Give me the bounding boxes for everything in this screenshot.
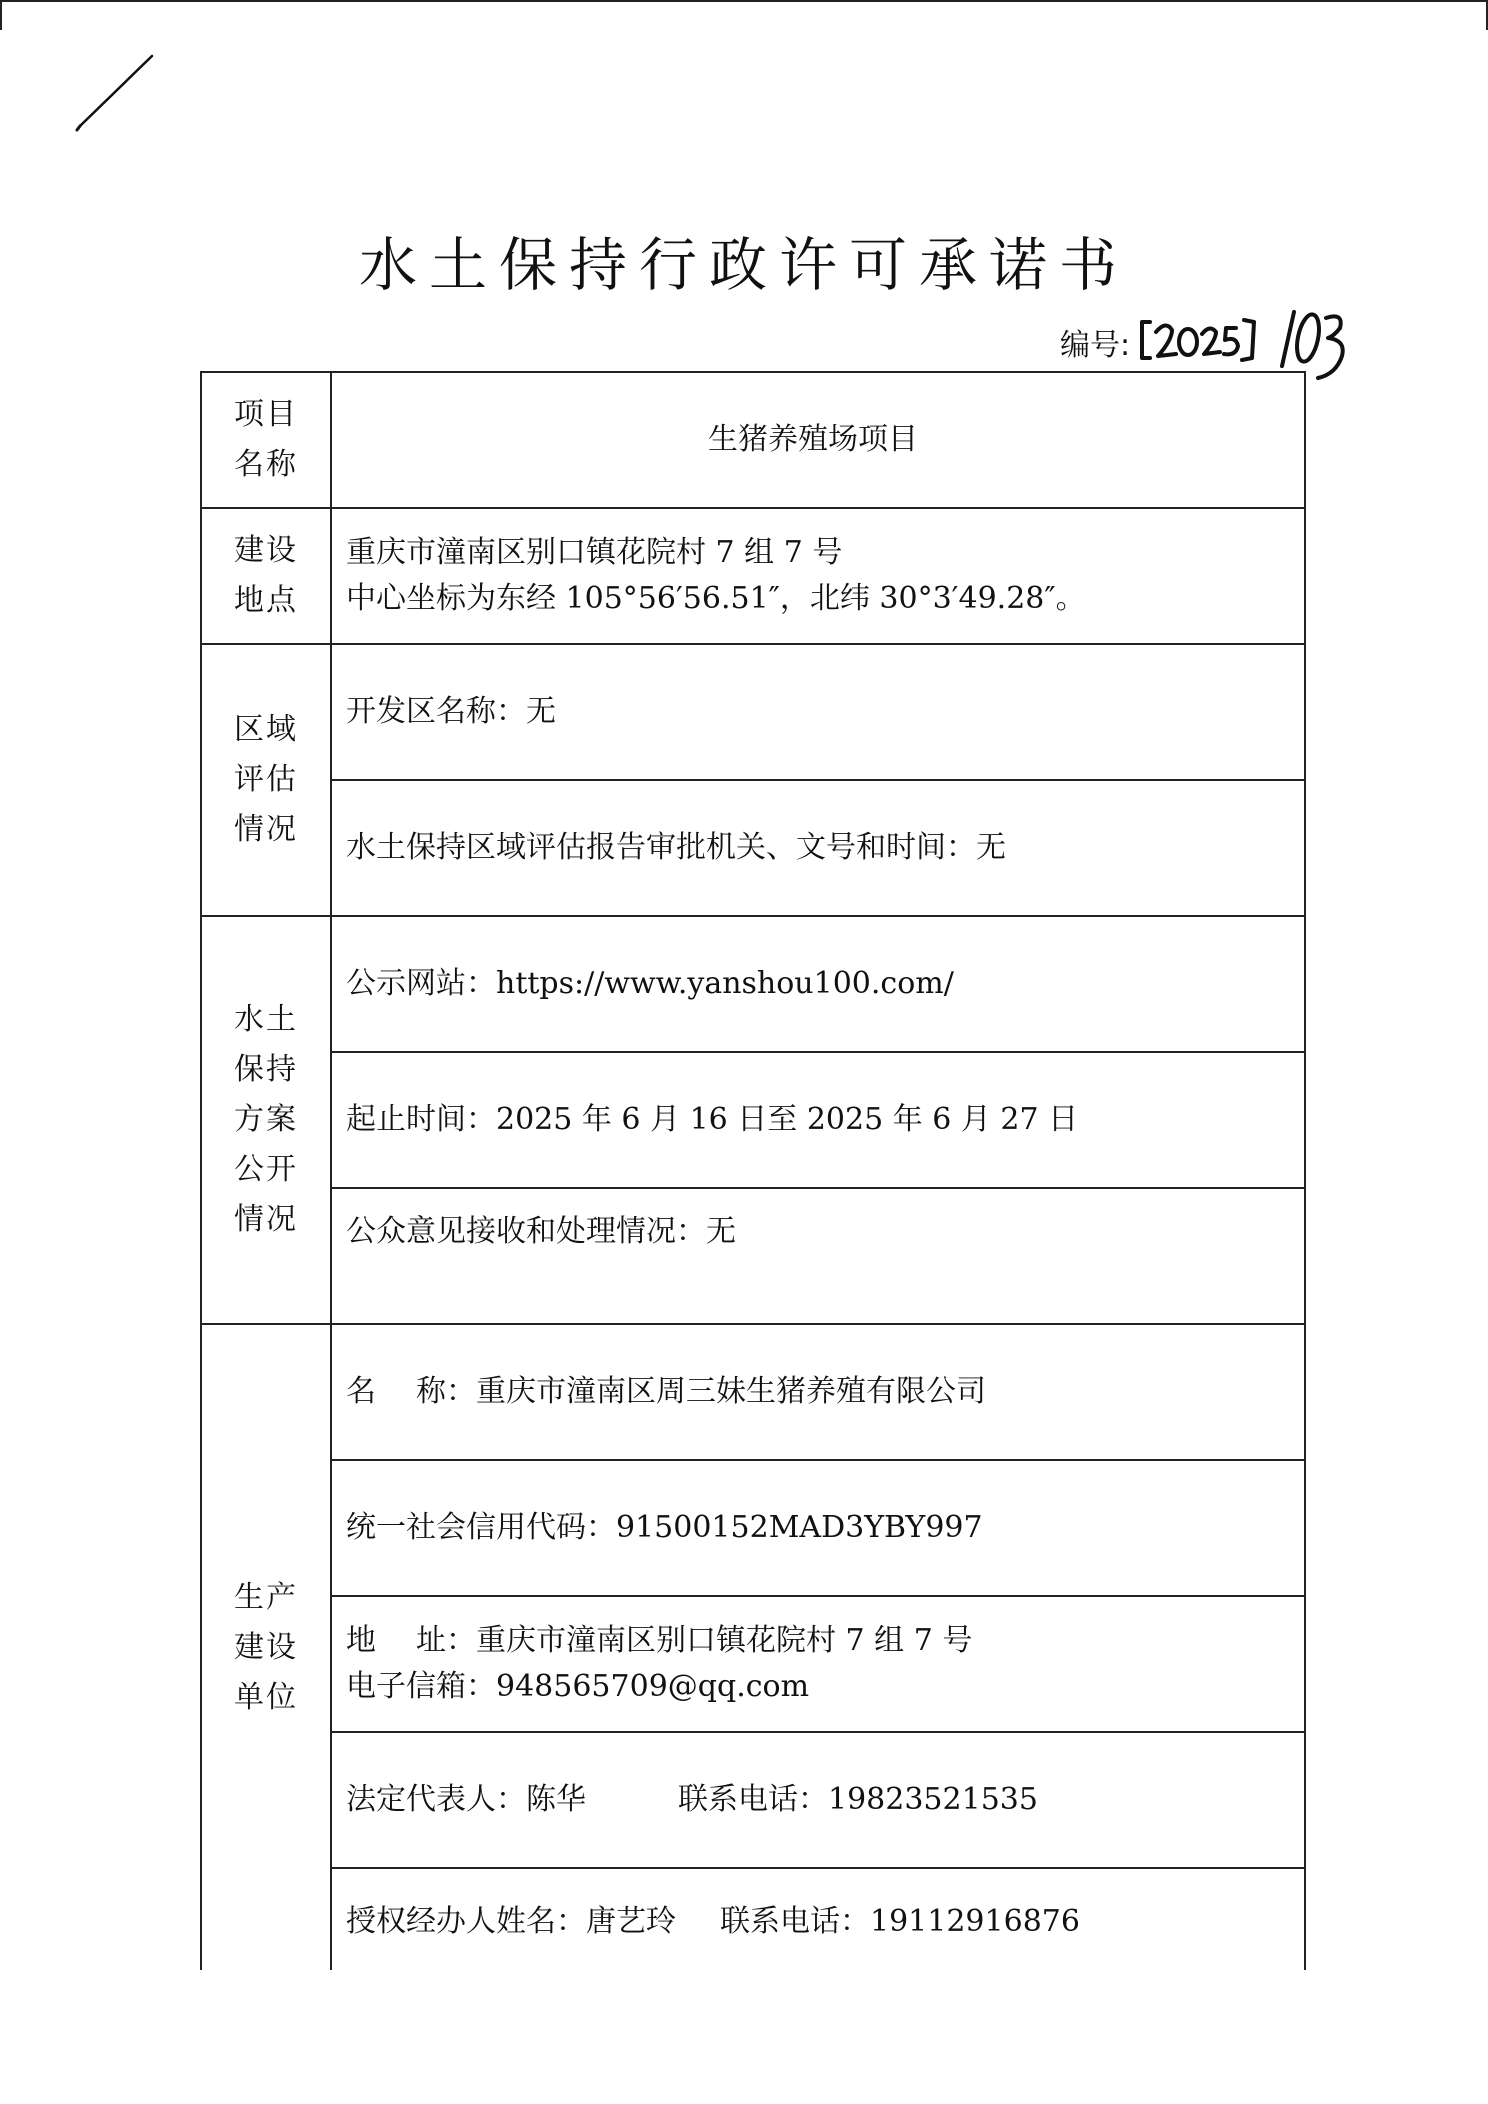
row-legal-representative	[201, 1732, 1305, 1868]
label-construction-unit: 生产建设单位	[201, 1324, 331, 1970]
row-regional-assessment-2	[201, 780, 1305, 916]
label-regional-assessment: 区域评估情况	[201, 644, 331, 916]
row-location	[201, 508, 1305, 644]
dev-zone-value: 开发区名称：无	[331, 644, 1305, 780]
handwritten-document-number	[1132, 300, 1422, 380]
document-number-label: 编号:	[1060, 328, 1131, 363]
document-number	[1060, 300, 1422, 380]
corner-pen-mark	[70, 50, 160, 140]
legal-rep-name: 法定代表人：陈华	[346, 1782, 586, 1817]
document-title: 水土保持行政许可承诺书	[358, 231, 1129, 299]
label-location: 建设地点	[201, 508, 331, 644]
unit-name-key: 名 称：	[346, 1374, 476, 1409]
location-value	[331, 508, 1305, 644]
row-credit-code	[201, 1460, 1305, 1596]
label-project-name: 项目名称	[201, 372, 331, 508]
row-unit-name	[201, 1324, 1305, 1460]
row-publicity-3	[201, 1188, 1305, 1324]
credit-code-value: 统一社会信用代码：91500152MAD3YBY997	[331, 1460, 1305, 1596]
commitment-form-table	[200, 371, 1306, 1970]
location-coordinates: 中心坐标为东经 105°56′56.51″，北纬 30°3′49.28″。	[346, 581, 1086, 616]
publicity-period-value: 起止时间：2025 年 6 月 16 日至 2025 年 6 月 27 日	[331, 1052, 1305, 1188]
row-project-name	[201, 372, 1305, 508]
row-authorized-agent	[201, 1868, 1305, 1970]
page-left-border	[0, 0, 2, 30]
publicity-website-value: 公示网站：https://www.yanshou100.com/	[331, 916, 1305, 1052]
unit-address: 地 址：重庆市潼南区别口镇花院村 7 组 7 号	[346, 1623, 973, 1658]
row-publicity-2	[201, 1052, 1305, 1188]
row-publicity-1	[201, 916, 1305, 1052]
agent-phone: 联系电话：19112916876	[720, 1904, 1080, 1939]
row-address-email	[201, 1596, 1305, 1732]
row-regional-assessment-1	[201, 644, 1305, 780]
legal-rep-phone: 联系电话：19823521535	[678, 1782, 1038, 1817]
label-publicity: 水土保持方案公开情况	[201, 916, 331, 1324]
location-address: 重庆市潼南区别口镇花院村 7 组 7 号	[346, 535, 843, 570]
authorized-agent-value	[331, 1868, 1305, 1970]
assessment-approval-value: 水土保持区域评估报告审批机关、文号和时间：无	[331, 780, 1305, 916]
address-email-value	[331, 1596, 1305, 1732]
public-feedback-value: 公众意见接收和处理情况：无	[331, 1188, 1305, 1324]
legal-representative-value	[331, 1732, 1305, 1868]
project-name-value: 生猪养殖场项目	[331, 372, 1305, 508]
page-top-border	[0, 0, 1488, 2]
agent-name: 授权经办人姓名：唐艺玲	[346, 1904, 676, 1939]
unit-name-text: 重庆市潼南区周三妹生猪养殖有限公司	[476, 1374, 986, 1409]
unit-email: 电子信箱：948565709@qq.com	[346, 1669, 810, 1704]
unit-name-value	[331, 1324, 1305, 1460]
